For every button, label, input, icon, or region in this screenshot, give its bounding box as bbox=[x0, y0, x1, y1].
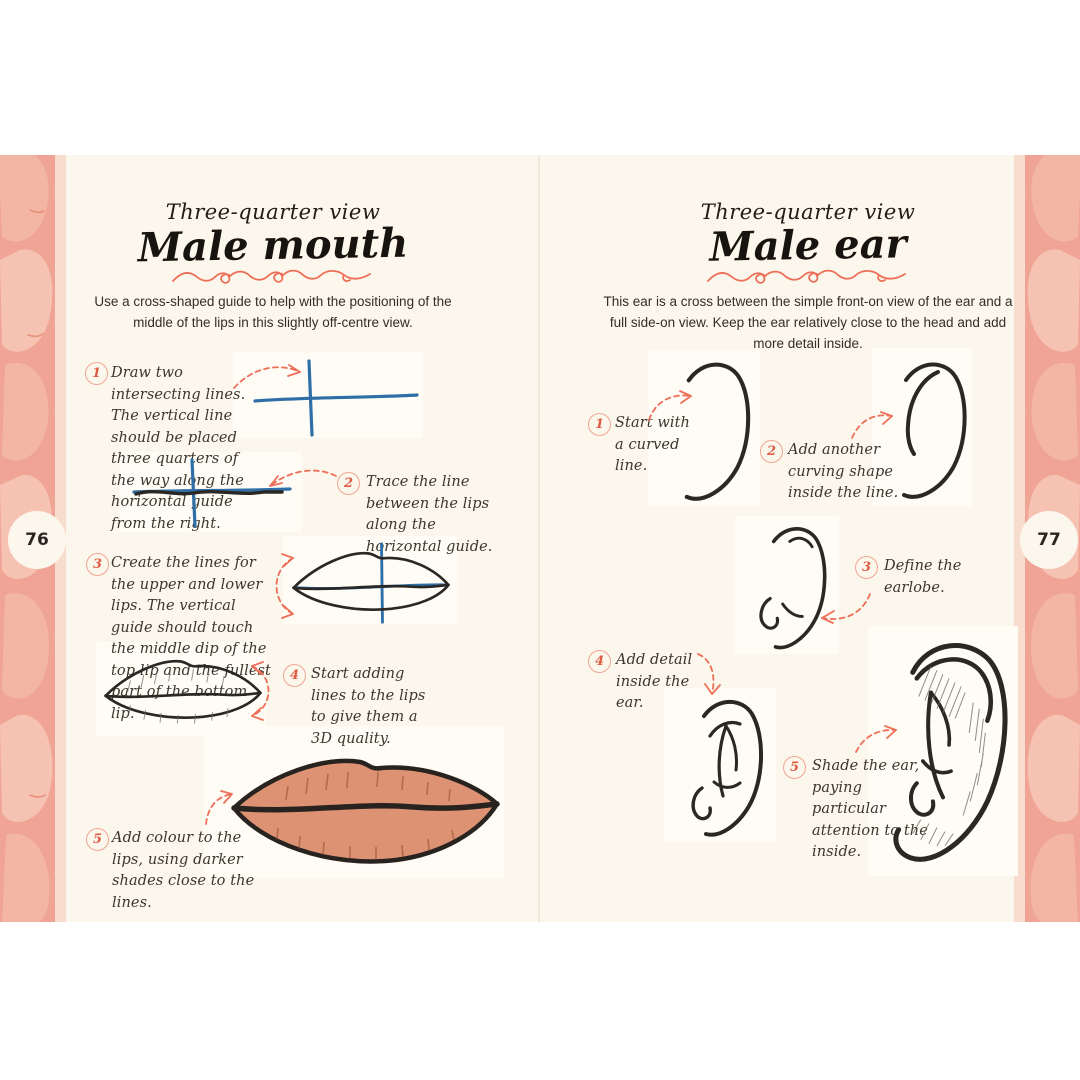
page-number: 76 bbox=[25, 530, 49, 550]
step-text: Add another curving shape inside the line. bbox=[788, 442, 899, 501]
lips-3d-sketch bbox=[100, 648, 266, 734]
step-number-badge bbox=[855, 556, 878, 579]
page-number-right bbox=[1020, 511, 1078, 569]
flourish-divider-icon bbox=[705, 266, 910, 290]
right-page-title: Male ear bbox=[708, 220, 908, 271]
step-number: 5 bbox=[789, 760, 800, 775]
step-text: Start adding lines to the lips to give them a 3D quality. bbox=[311, 666, 426, 747]
cross-guide-sketch bbox=[245, 355, 425, 440]
step-text: Create the lines for the upper and lower lips. The vertical guide should touch the middle dip of the top lip and the fullest part of the bottom lip. bbox=[111, 555, 271, 722]
step-number: 3 bbox=[92, 557, 103, 572]
left-page-kicker: Three-quarter view bbox=[165, 200, 381, 224]
step-text: Shade the ear, paying particular attention to the inside. bbox=[812, 758, 928, 860]
step-number: 1 bbox=[91, 366, 102, 381]
dashed-double-arrow-icon bbox=[246, 658, 282, 724]
ear-shaded-sketch bbox=[872, 632, 1014, 874]
step-number-badge bbox=[760, 440, 783, 463]
step-number: 2 bbox=[343, 476, 354, 491]
ear-inner-curve-sketch bbox=[874, 352, 974, 506]
step-number: 1 bbox=[594, 417, 605, 432]
ear-lobe-sketch bbox=[740, 520, 836, 654]
step-number: 4 bbox=[289, 668, 300, 683]
step-number: 3 bbox=[861, 560, 872, 575]
step-text: Add detail inside the ear. bbox=[616, 652, 693, 711]
left-page-intro: Use a cross-shaped guide to help with the positioning of the middle of the lips in this slightly off-centre view. bbox=[94, 294, 452, 330]
dashed-arrow-icon bbox=[262, 468, 340, 496]
step-number-badge bbox=[337, 472, 360, 495]
left-page-title: Male mouth bbox=[137, 219, 409, 272]
flourish-divider-icon bbox=[170, 266, 375, 290]
dashed-arrow-icon bbox=[814, 588, 876, 628]
ear-detail-sketch bbox=[668, 692, 772, 842]
step-number-badge bbox=[588, 413, 611, 436]
step-number-badge bbox=[86, 828, 109, 851]
step-number-badge bbox=[86, 553, 109, 576]
step-number: 4 bbox=[594, 654, 605, 669]
page-gutter bbox=[538, 155, 540, 922]
lips-outline-guide-sketch bbox=[288, 540, 454, 626]
right-page-kicker: Three-quarter view bbox=[700, 200, 916, 224]
coloured-lips-sketch bbox=[228, 744, 503, 876]
step-text: Define the earlobe. bbox=[884, 558, 962, 596]
step-text: Trace the line between the lips along the horizontal guide. bbox=[366, 474, 493, 555]
step-number-badge bbox=[85, 362, 108, 385]
step-number-badge bbox=[588, 650, 611, 673]
ear-curve-sketch bbox=[655, 354, 759, 506]
step-number-badge bbox=[283, 664, 306, 687]
page-number-left bbox=[8, 511, 66, 569]
right-page-intro: This ear is a cross between the simple front-on view of the ear and a full side-on view. Keep the ear relatively close to the head and add more detail inside. bbox=[603, 294, 1013, 351]
step-number-badge bbox=[783, 756, 806, 779]
step-number: 2 bbox=[766, 444, 777, 459]
step-text: Add colour to the lips, using darker shades close to the lines. bbox=[112, 830, 255, 911]
step-text: Start with a curved line. bbox=[615, 415, 690, 474]
step-number: 5 bbox=[92, 832, 103, 847]
page-number: 77 bbox=[1037, 530, 1061, 550]
step-text: Draw two intersecting lines. The vertical line should be placed three quarters of the way along the horizontal guide from the right. bbox=[111, 365, 246, 532]
